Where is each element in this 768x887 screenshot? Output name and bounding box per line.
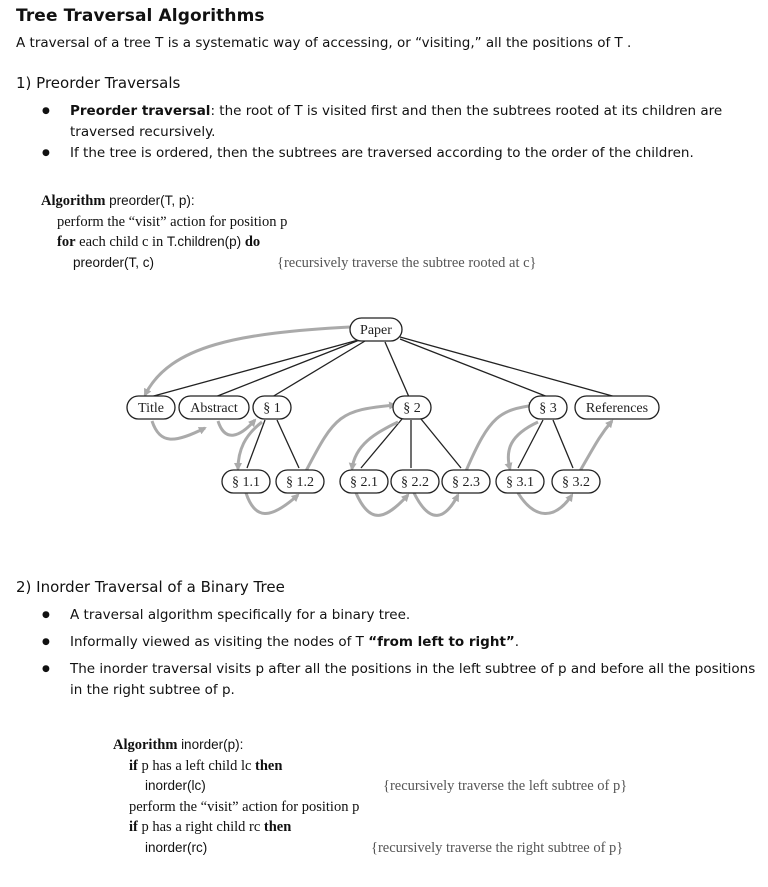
algo-header: [113, 735, 359, 756]
algo-keyword: Algorithm: [113, 737, 178, 753]
bullet-item: [40, 605, 760, 626]
algo-keyword: for: [57, 234, 76, 250]
algo-signature: preorder(T, p):: [109, 193, 195, 208]
node-label: § 3.2: [562, 475, 590, 490]
algo-line: [113, 838, 624, 859]
traversal-arrow: [238, 422, 262, 469]
algo-line: [113, 756, 359, 777]
algo-keyword: then: [263, 819, 292, 835]
tree-edge: [421, 419, 461, 468]
bullet-text: : the root of T is visited first and then the subtrees rooted at its children are traversed recursively.: [70, 103, 723, 140]
algo-code: inorder(lc): [145, 778, 206, 793]
algo-code: inorder(rc): [145, 839, 208, 855]
algo-keyword: if: [129, 757, 138, 774]
tree-edge: [400, 337, 616, 397]
algo-signature: inorder(p):: [181, 737, 244, 752]
traversal-arrow: [466, 405, 535, 471]
bullet-text: The inorder traversal visits p after all the positions in the left subtree of p and before all the positions in the right subtree of p.: [70, 661, 756, 698]
traversal-arrow: [414, 493, 458, 515]
algo-header: [41, 191, 287, 212]
tree-edge: [361, 419, 402, 468]
algo-line: [41, 212, 287, 233]
node-label: Abstract: [190, 401, 238, 416]
intro-text: A traversal of a tree T is a systematic way of accessing, or “visiting,” all the positions of T .: [16, 35, 632, 51]
node-label: § 2.1: [350, 475, 378, 490]
section1-heading: 1) Preorder Traversals: [16, 74, 181, 92]
algo-line-text: each child c in: [79, 234, 164, 250]
traversal-arrow: [152, 421, 205, 439]
node-label: § 2.2: [401, 475, 429, 490]
algo-keyword: do: [244, 234, 261, 250]
tree-edge: [553, 420, 573, 468]
tree-edge: [385, 342, 409, 397]
node-label: § 3.1: [506, 475, 534, 490]
tree-edge: [150, 339, 362, 397]
node-label: § 2.3: [452, 475, 480, 490]
algo-line-text: perform the “visit” action for position p: [129, 798, 360, 815]
tree-edge: [215, 339, 362, 397]
tree-edge: [277, 420, 299, 468]
algo-line: [113, 797, 359, 818]
bullet-item: [40, 659, 760, 701]
preorder-algorithm: [41, 191, 537, 273]
bullet-item: [40, 101, 760, 143]
algo-keyword: then: [255, 757, 283, 774]
node-label: Paper: [360, 323, 392, 338]
algo-line: [41, 253, 537, 274]
node-label: References: [585, 401, 649, 416]
preorder-tree-diagram: [0, 305, 768, 545]
node-label: § 1: [263, 401, 281, 416]
algo-line-text: p has a right child rc: [141, 819, 261, 835]
bullet-item: [40, 143, 760, 164]
traversal-arrow: [518, 493, 572, 514]
traversal-arrow: [508, 422, 538, 469]
tree-edge: [400, 339, 548, 397]
algo-comment: {recursively traverse the right subtree of p}: [371, 839, 624, 856]
traversal-arrow: [356, 493, 408, 515]
algo-line-text: p has a left child lc: [141, 757, 252, 774]
bullet-item: [40, 632, 760, 653]
section2-bullets: [40, 605, 760, 701]
node-label: § 3: [539, 401, 557, 416]
traversal-arrow: [352, 422, 398, 469]
bullet-text: A traversal algorithm specifically for a binary tree.: [70, 607, 411, 623]
traversal-arrow: [580, 421, 612, 471]
bullet-bold-term: Preorder traversal: [70, 103, 211, 119]
algo-line-text: perform the “visit” action for position p: [57, 213, 288, 230]
node-label: § 1.1: [232, 475, 260, 490]
node-label: § 2: [403, 401, 421, 416]
section2-heading: 2) Inorder Traversal of a Binary Tree: [16, 578, 285, 596]
algo-line: [113, 817, 359, 838]
section1-bullets: [40, 101, 760, 164]
algo-comment: {recursively traverse the subtree rooted at c}: [277, 254, 537, 271]
bullet-text: If the tree is ordered, then the subtrees are traversed according to the order of the children.: [70, 145, 694, 161]
bullet-text: Informally viewed as visiting the nodes of T: [70, 634, 369, 650]
bullet-bold-term: “from left to right”: [368, 634, 515, 650]
algo-line: [41, 232, 287, 253]
node-label: Title: [138, 401, 164, 416]
traversal-arrow: [306, 405, 395, 471]
node-label: § 1.2: [286, 475, 314, 490]
algo-keyword: if: [129, 819, 138, 835]
algo-code: preorder(T, c): [73, 254, 155, 270]
algo-code: T.children(p): [166, 234, 242, 249]
page-title: Tree Traversal Algorithms: [16, 6, 265, 26]
inorder-algorithm: [113, 735, 628, 858]
algo-keyword: Algorithm: [41, 193, 106, 209]
traversal-arrow: [246, 493, 298, 514]
algo-line: [113, 776, 628, 797]
algo-comment: {recursively traverse the left subtree of p}: [383, 778, 628, 794]
bullet-text: .: [514, 634, 520, 650]
